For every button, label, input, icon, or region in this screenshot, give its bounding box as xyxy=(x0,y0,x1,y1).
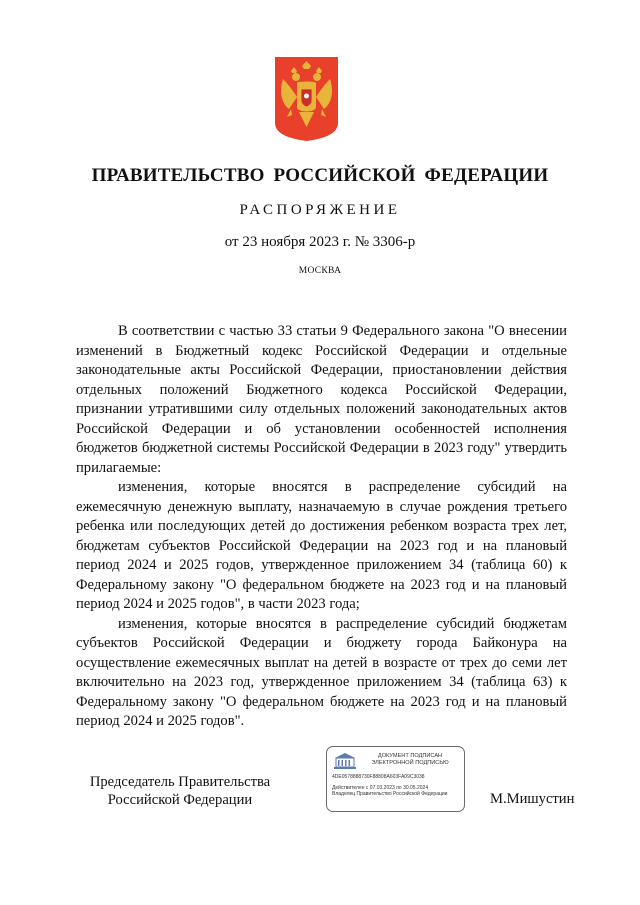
body-paragraph: изменения, которые вносятся в распределение субсидий бюджетам субъектов Российской Федерации и бюджету города Байконура на осуществление ежемесячных выплат на детей в возрасте от трех до семи лет включительно на 2023 год, утвержденное приложением 34 (таблица 63) к Федеральному закону "О федеральном бюджете на 2023 год и на плановый период 2024 и 2025 годов". xyxy=(76,615,567,729)
document-body xyxy=(76,322,567,732)
body-paragraph: изменения, которые вносятся в распределение субсидий на ежемесячную денежную выплату, назначаемую в случае рождения третьего ребенка или последующих детей до достижения ребенком возраста трех лет, бюджетам субъектов Российской Федерации на 2023 год и на плановый период 2024 и 2025 годов, утвержденное приложением 34 (таблица 60) к Федеральному закону "О федеральном бюджете на 2023 год и на плановый период 2024 и 2025 годов", в части 2023 года; xyxy=(76,479,567,612)
body-paragraph: В соответствии с частью 33 статьи 9 Федерального закона "О внесении изменений в Бюджетный кодекс Российской Федерации и отдельные законодательные акты Российской Федерации, приостановлении действия отдельных положений Бюджетного кодекса Российской Федерации, признании утратившими силу отдельных положений законодательных актов Российской Федерации и об установлении особенностей исполнения бюджетов бюджетной системы Российской Федерации в 2023 году" утвердить прилагаемые: xyxy=(76,323,567,476)
document-date-number: от 23 ноября 2023 г. № 3306-р xyxy=(224,234,416,250)
signatory-position-line1: Председатель Правительства xyxy=(89,774,271,790)
stamp-certificate: 4DE0578888730F88808A603FA09C3038 xyxy=(332,774,425,780)
electronic-signature-stamp xyxy=(326,746,465,812)
signatory-position xyxy=(80,773,280,809)
stamp-header-line1: ДОКУМЕНТ ПОДПИСАН xyxy=(377,753,443,759)
stamp-validity: Действителен с 07.03.2023 по 30.05.2024 xyxy=(332,785,429,791)
stamp-header xyxy=(358,753,462,767)
stamp-owner: Владелец Правительство Российской Федерации xyxy=(332,791,448,797)
coat-of-arms-emblem xyxy=(275,57,338,141)
signatory-position-line2: Российской Федерации xyxy=(107,792,253,808)
document-city: МОСКВА xyxy=(298,266,342,276)
document-type: РАСПОРЯЖЕНИЕ xyxy=(239,202,401,218)
government-title: ПРАВИТЕЛЬСТВО РОССИЙСКОЙ ФЕДЕРАЦИИ xyxy=(91,165,549,186)
government-building-icon xyxy=(333,752,357,770)
signatory-name: М.Мишустин xyxy=(490,791,575,807)
stamp-header-line2: ЭЛЕКТРОННОЙ ПОДПИСЬЮ xyxy=(371,760,449,766)
